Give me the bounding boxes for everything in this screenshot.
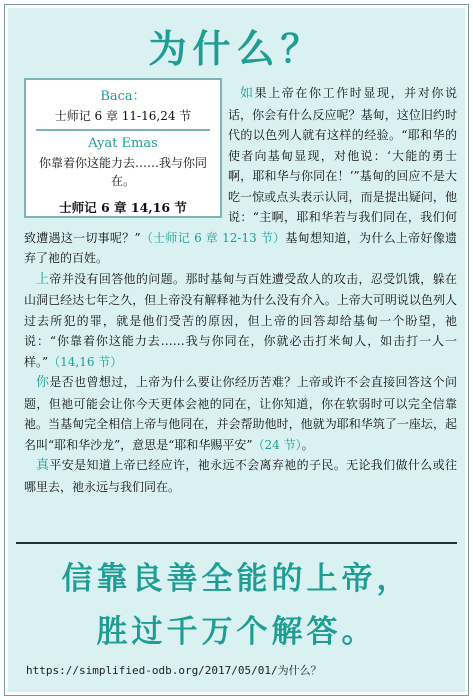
article-body	[24, 83, 457, 497]
source-url: https://simplified-odb.org/2017/05/01/为什么？	[26, 664, 322, 677]
paragraph-text: 是否也曾想过，上帝为什么要让你经历苦难？上帝或许不会直接回答这个问题，但祂可能会让你今天更体会祂的同在，让你知道，你在软弱时可以完全信靠祂。当基甸完全相信上帝与他同在，并会帮助他时，他就为耶和华筑了一座坛，起名叫“耶和华沙龙”，意思是“耶和华赐平安”	[24, 375, 457, 452]
paragraph-text: 果上帝在你工作时显现，并对你说话，你会有什么反应呢？基甸，这位旧约时代的以色列人就有这样的经验。“耶和华的使者向基甸显现，对他说：‘大能的勇士啊，耶和华与你同在！’”基甸的回应不是大吃一惊或点头表示认同，而是提出疑问，他说：“主啊，耶和华若与我们同在，我们何致遭遇这一切事呢？”	[24, 86, 457, 245]
paragraph-text: 帝并没有回答他的问题。那时基甸与百姓遭受敌人的攻击，忍受饥饿，躲在山洞已经达七年之久，但上帝没有解释祂为什么没有介入。上帝大可明说以色列人过去所犯的罪，就是他们受苦的原因，但上帝的回答却给基甸一个盼望，祂说：“你靠着你这能力去……我与你同在，你就必击打米甸人，如击打一人一样。”	[24, 271, 457, 369]
box-spacer	[24, 83, 228, 221]
paragraph-text: 平安是知道上帝已经应许，祂永远不会离弃祂的子民。无论我们做什么或往哪里去，祂永远与我们同在。	[24, 458, 457, 494]
paragraph-4	[24, 455, 457, 497]
scripture-reference: （24 节）	[252, 437, 302, 452]
closing-line-1: 信靠良善全能的上帝，	[61, 561, 412, 597]
drop-letter: 你	[36, 375, 50, 390]
ayat-emas-reference: 士师记 6 章 14,16 节	[59, 200, 187, 215]
paragraph-tail: 基甸想知道，为什么上帝好像遗弃了祂的百姓。	[24, 230, 457, 265]
drop-letter: 上	[36, 271, 50, 287]
paragraph-2	[24, 269, 457, 373]
drop-letter: 如	[240, 86, 255, 101]
baca-label: Baca：	[100, 89, 146, 104]
section-divider	[16, 542, 457, 544]
scripture-reference: （14,16 节）	[48, 354, 123, 369]
scripture-reference: （士师记 6 章 12-13 节）	[140, 230, 286, 245]
page-title: 为什么？	[148, 26, 325, 71]
paragraph-3	[24, 372, 457, 455]
ayat-emas-text: 你靠着你这能力去……我与你同在。	[38, 156, 207, 188]
drop-letter: 真	[36, 458, 50, 473]
devotional-page	[8, 8, 465, 692]
paragraph-1	[24, 83, 457, 269]
closing-line-2: 胜过千万个解答。	[96, 614, 377, 650]
ayat-emas-label: Ayat Emas	[88, 136, 158, 151]
paragraph-tail: 。	[301, 437, 314, 452]
baca-reference: 士师记 6 章 11-16,24 节	[54, 109, 192, 123]
